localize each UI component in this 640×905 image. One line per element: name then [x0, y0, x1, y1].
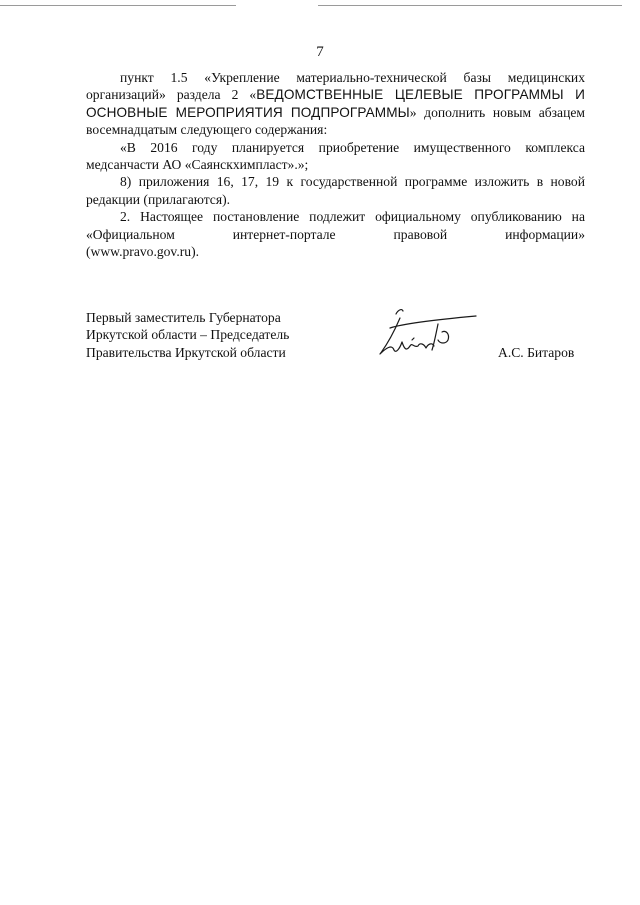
- handwritten-signature: [372, 302, 484, 362]
- paragraph-tail: » дополнить новым абзацем восемнадцатым следующего содержания:: [86, 104, 585, 138]
- section-title-caps: ВЕДОМСТВЕННЫЕ ЦЕЛЕВЫЕ ПРОГРАММЫ И ОСНОВНЫЕ МЕРОПРИЯТИЯ ПОДПРОГРАММЫ: [86, 87, 585, 120]
- paragraph-publication: 2. Настоящее постановление подлежит официальному опубликованию на «Официальном интернет-портале правовой информации»: [86, 209, 585, 242]
- scan-edge-line-right: [318, 5, 622, 6]
- signatory-name: А.С. Битаров: [498, 345, 575, 360]
- document-body: [86, 69, 585, 260]
- signatory-title-line-3: Правительства Иркутской области: [86, 344, 286, 360]
- scan-edge-line-left: [0, 5, 236, 6]
- page-number: 7: [316, 44, 324, 60]
- paragraph-item-8: 8) приложения 16, 17, 19 к государственной программе изложить в новой редакции (прилагаются).: [86, 174, 585, 207]
- paragraph-lead: пункт 1.5 «Укрепление материально-технической базы медицинских организаций» раздела 2 «: [86, 70, 585, 103]
- paragraph-publication-url: (www.pravo.gov.ru).: [86, 244, 199, 260]
- signature-block: [86, 309, 586, 369]
- signatory-title-line-2: Иркутской области – Председатель: [86, 327, 290, 343]
- paragraph-quote-2016: «В 2016 году планируется приобретение имущественного комплекса медсанчасти АО «Саянскхимпласт».»;: [86, 139, 585, 173]
- paragraph-item-1-5: [86, 69, 585, 139]
- signatory-title-line-1: Первый заместитель Губернатора: [86, 310, 281, 325]
